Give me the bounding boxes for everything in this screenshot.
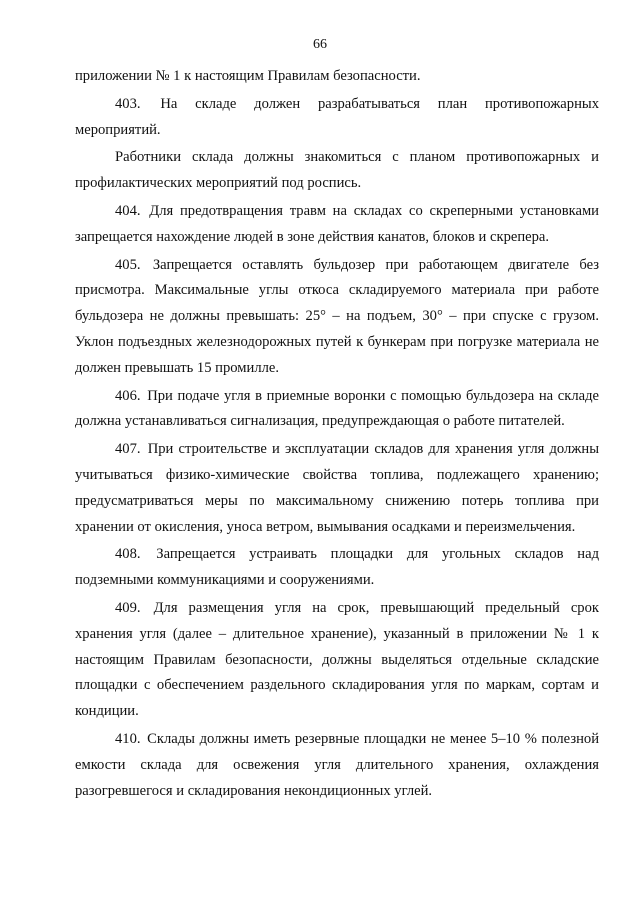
page-number: 66: [313, 37, 327, 52]
paragraph-405: [75, 253, 599, 382]
paragraph-text: Для размещения угля на срок, превышающий предельный срок хранения угля (далее – длительное хранение), указанный в приложении № 1 к настоящим Правилам безопасности, должны выделяться отдельные складские площадки с обеспечением раздельного складирования угля по маркам, сортам и кондиции.: [75, 599, 599, 720]
paragraph-number: 408.: [115, 546, 141, 563]
paragraph-text: Запрещается оставлять бульдозер при работающем двигателе без присмотра. Максимальные углы откоса складируемого материала при работе бульдозера не должны превышать: 25° – на подъем, 30° – при спуске с грузом. Уклон подъездных железнодорожных путей к бункерам при погрузке материала не должен превышать 15 промилле.: [75, 256, 599, 376]
paragraph-text: приложении № 1 к настоящим Правилам безопасности.: [75, 68, 421, 84]
paragraph-number: 403.: [115, 95, 141, 112]
paragraph-407: [75, 437, 599, 540]
paragraph-number: 406.: [115, 387, 141, 404]
paragraph-number: 409.: [115, 599, 141, 616]
paragraph-409: [75, 596, 599, 725]
paragraph-406: [75, 384, 599, 436]
paragraph-text: На складе должен разрабатываться план противопожарных мероприятий.: [75, 95, 599, 138]
paragraph-continuation: [75, 64, 599, 90]
paragraph-408: [75, 542, 599, 594]
paragraph-text: Для предотвращения травм на складах со скреперными установками запрещается нахождение людей в зоне действия канатов, блоков и скрепера.: [75, 202, 599, 245]
paragraph-404: [75, 199, 599, 251]
paragraph-text: При подаче угля в приемные воронки с помощью бульдозера на складе должна устанавливаться сигнализация, предупреждающая о работе питателей.: [75, 387, 599, 430]
paragraph-403-cont: [75, 145, 599, 197]
paragraph-number: 407.: [115, 441, 141, 458]
paragraph-text: Запрещается устраивать площадки для угольных складов над подземными коммуникациями и сооружениями.: [75, 546, 599, 589]
paragraph-text: При строительстве и эксплуатации складов для хранения угля должны учитываться физико-химические свойства топлива, подлежащего хранению; предусматриваться меры по максимальному снижению потерь топлива при хранении от окисления, уноса ветром, вымывания осадками и переизмельчения.: [75, 441, 599, 535]
paragraph-403: [75, 92, 599, 144]
paragraph-410: [75, 727, 599, 804]
document-body: [75, 64, 599, 804]
paragraph-number: 405.: [115, 256, 141, 273]
paragraph-number: 404.: [115, 202, 141, 219]
paragraph-text: Склады должны иметь резервные площадки не менее 5–10 % полезной емкости склада для освежения угля длительного хранения, охлаждения разогревшегося и складирования некондиционных углей.: [75, 730, 599, 799]
paragraph-text: Работники склада должны знакомиться с планом противопожарных и профилактических мероприятий под роспись.: [75, 149, 599, 192]
paragraph-number: 410.: [115, 730, 141, 747]
